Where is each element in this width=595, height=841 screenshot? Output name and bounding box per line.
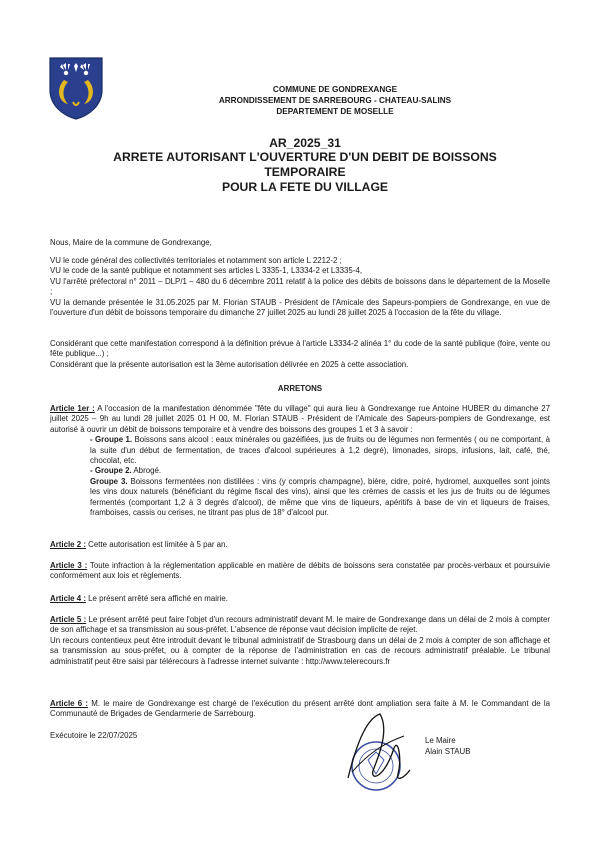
article-2-text: Cette autorisation est limitée à 5 par an. — [85, 540, 228, 549]
decree-title-line1: ARRETE AUTORISANT L'OUVERTURE D'UN DEBIT DE BOISSONS — [113, 150, 497, 164]
considerants-block — [50, 339, 550, 370]
group-3-text: Boissons fermentées non distillées : vins (y compris champagne), bière, cidre, poiré, hydromel, auxquelles sont joints les vins doux naturels (bénéficiant du régime fiscal des vins), ainsi que les crèmes de cassis et les jus de fruits ou de légumes fermentés (comportant 1,2 à 3 degrés d'alcool), de même que vins de liqueurs, apéritifs à base de vin et liqueurs de fraises, framboises, cassis ou cerises, ne titrant pas plus de 18° d'alcool pur. — [90, 476, 550, 518]
article-1-text: A l'occasion de la manifestation dénommée "fête du village" qui aura lieu à Gondrexange rue Antoine HUBER du dimanche 27 juillet 2025 – 9h au lundi 28 juillet 2025 01 H 00, M. Florian STAUB - Président de l'Amicale des Sapeurs-pompiers de Gondrexange, est autorisé à ouvrir un débit de boissons temporaire et à vendre des boissons des groupes 1 et 3 à savoir : — [50, 404, 550, 434]
commune-name: COMMUNE DE GONDREXANGE — [272, 85, 398, 94]
article-5-text: Le présent arrêté peut faire l'objet d'un recours administratif devant M. le maire de Gondrexange dans un délai de 2 mois à compter de son affichage et sa transmission au sous-préfet. L'absence de réponse vaut décision implicite de rejet. — [50, 615, 550, 635]
visa-item: VU la demande présentée le 31.05.2025 par M. Florian STAUB - Président de l'Amicale des Sapeurs-pompiers de Gondrexange, en vue de l'ouverture d'un débit de boissons temporaire du dimanche 27 juillet 2025 au lundi 28 juillet 2025 à l'occasion de la fête du village. — [50, 297, 550, 318]
article-5-label: Article 5 : — [50, 615, 87, 624]
group-2-label: - Groupe 2. — [90, 466, 132, 476]
article-2 — [50, 540, 550, 550]
signatory-role: Le Maire — [425, 736, 456, 745]
article-1-label: Article 1er : — [50, 404, 95, 413]
official-stamp-and-signature — [338, 708, 418, 798]
article-6-label: Article 6 : — [50, 699, 89, 708]
article-4 — [50, 594, 550, 604]
visa-item: VU le code de la santé publique et notamment ses articles L 3335-1, L3334-2 et L3335-4, — [50, 266, 363, 276]
visas-block — [50, 256, 550, 318]
article-4-text: Le présent arrêté sera affiché en mairie. — [85, 594, 228, 603]
article-5 — [50, 615, 550, 667]
article-5-text-2: Un recours contentieux peut être introduit devant le tribunal administratif de Strasbourg dans un délai de 2 mois à compter de son affichage et sa transmission au sous-préfet, ou à compter de la réponse de l'administration en cas de recours administratif préalable. Le tribunal administratif peut être saisi par télérecours à l'adresse internet suivante : http://www.telerecours.fr — [50, 635, 550, 666]
group-2-text: Abrogé. — [131, 466, 162, 476]
visa-item: VU le code général des collectivités territoriales et notamment son article L 2212-2 ; — [50, 256, 342, 265]
commune-crest-logo — [48, 56, 104, 120]
group-1-label: - Groupe 1. — [90, 435, 133, 445]
departement-name: DEPARTEMENT DE MOSELLE — [276, 107, 394, 116]
decree-title-line3: POUR LA FETE DU VILLAGE — [221, 180, 389, 194]
arrondissement-name: ARRONDISSEMENT DE SARREBOURG - CHATEAU-SALINS — [218, 96, 452, 105]
article-6-text: M. le maire de Gondrexange est chargé de l'exécution du présent arrêté dont ampliation sera faite à M. le Commandant de la Communauté de Brigades de Gendarmerie de Sarrebourg. — [50, 699, 550, 719]
article-4-label: Article 4 : — [50, 594, 86, 603]
intro-text: Nous, Maire de la commune de Gondrexange, — [50, 238, 212, 247]
signatory-name: Alain STAUB — [425, 747, 471, 756]
article-3-text: Toute infraction à la réglementation applicable en matière de débits de boissons sera constatée par procès-verbaux et poursuivie conformément aux lois et règlements. — [50, 561, 550, 581]
article-3-label: Article 3 : — [50, 561, 88, 570]
execution-date: Exécutoire le 22/07/2025 — [50, 731, 138, 740]
visa-item: VU l'arrêté préfectoral n° 2011 – DLP/1 – 480 du 6 décembre 2011 relatif à la police des débits de boissons dans le département de la Moselle ; — [50, 276, 550, 297]
decree-reference: AR_2025_31 — [269, 136, 341, 150]
article-3 — [50, 561, 550, 582]
article-6 — [50, 699, 550, 720]
considerant-item: Considérant que cette manifestation correspond à la définition prévue à l'article L3334-2 alinéa 1° du code de la santé publique (foire, vente ou fête publique...) ; — [50, 339, 550, 359]
decree-title-line2: TEMPORAIRE — [264, 165, 346, 179]
article-1 — [50, 404, 550, 518]
article-2-label: Article 2 : — [50, 540, 86, 549]
group-3-label: Groupe 3. — [90, 476, 128, 486]
group-1-text: Boissons sans alcool : eaux minérales ou gazéifiées, jus de fruits ou de légumes non fermentés ( ou ne comportant, à la suite d'un début de fermentation, de traces d'alcool supérieures à 1,2 degré), limonades, sirops, infusions, lait, café, thé, chocolat, etc. — [90, 435, 550, 466]
considerant-item: Considérant que la présente autorisation est la 3ème autorisation délivrée en 2025 à cette association. — [50, 359, 409, 369]
arretons-heading: ARRETONS — [277, 384, 323, 393]
